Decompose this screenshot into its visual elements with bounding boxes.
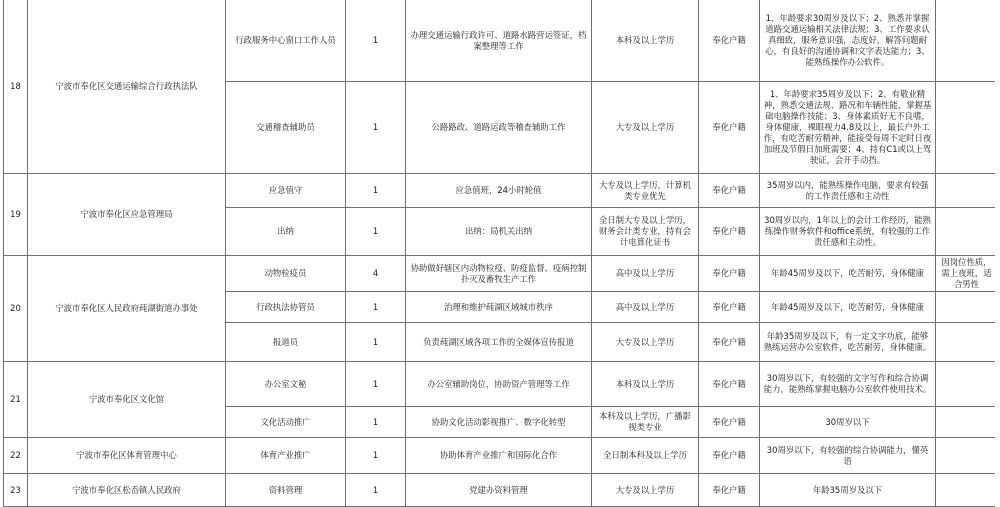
education: 高中及以上学历 — [592, 256, 699, 292]
unit-name: 宁波市奉化区松岙镇人民政府 — [28, 474, 226, 507]
hukou: 奉化户籍 — [699, 292, 760, 323]
headcount: 1 — [346, 407, 406, 438]
unit-name: 宁波市奉化区交通运输综合行政执法队 — [28, 0, 226, 174]
requirements: 35周岁以内，能熟练操作电脑，要求有较强的工作责任感和主动性 — [760, 174, 936, 208]
table-row — [4, 0, 998, 82]
requirements: 30周岁以下，有较强的综合协调能力，懂英语 — [760, 438, 936, 474]
requirements: 年龄45周岁及以下，吃苦耐劳，身体健康 — [760, 292, 936, 323]
duty: 协助文化活动影视推广、数字化转型 — [406, 407, 592, 438]
education: 大专及以上学历 — [592, 82, 699, 174]
row-number: 22 — [4, 438, 28, 474]
note — [936, 407, 998, 438]
post-name: 办公室文秘 — [226, 362, 346, 407]
unit-name: 宁波市奉化区应急管理局 — [28, 174, 226, 256]
education: 本科及以上学历，广播影视类专业 — [592, 407, 699, 438]
duty: 应急值班，24小时轮值 — [406, 174, 592, 208]
hukou: 奉化户籍 — [699, 174, 760, 208]
duty: 党建办资料管理 — [406, 474, 592, 507]
requirements: 年龄35周岁及以下 — [760, 474, 936, 507]
note: 因岗位性质，需上夜班，适合男性 — [936, 256, 998, 292]
note — [936, 0, 998, 82]
education: 全日制大专及以上学历，财务会计类专业，持有会计电算化证书 — [592, 208, 699, 256]
headcount: 1 — [346, 362, 406, 407]
duty: 负责莼湖区域各项工作的全媒体宣传报道 — [406, 323, 592, 362]
headcount: 1 — [346, 438, 406, 474]
duty: 办理交通运输行政许可、道路水路营运签证，档案整理等工作 — [406, 0, 592, 82]
duty: 协助做好辖区内动物检疫、防疫监督、疫病控制扑灭及畜牧生产工作 — [406, 256, 592, 292]
hukou: 奉化户籍 — [699, 474, 760, 507]
duty: 公路路政、道路运政等稽查辅助工作 — [406, 82, 592, 174]
hukou: 奉化户籍 — [699, 438, 760, 474]
post-name: 动物检疫员 — [226, 256, 346, 292]
education: 全日制本科及以上学历 — [592, 438, 699, 474]
duty: 办公室辅助岗位，协助资产管理等工作 — [406, 362, 592, 407]
unit-name: 宁波市奉化区人民政府莼湖街道办事处 — [28, 256, 226, 362]
education: 本科及以上学历 — [592, 0, 699, 82]
hukou: 奉化户籍 — [699, 208, 760, 256]
post-name: 行政执法协管员 — [226, 292, 346, 323]
post-name: 出纳 — [226, 208, 346, 256]
post-name: 体育产业推广 — [226, 438, 346, 474]
row-number: 21 — [4, 362, 28, 438]
row-number: 18 — [4, 0, 28, 174]
unit-name: 宁波市奉化区体育管理中心 — [28, 438, 226, 474]
post-name: 文化活动推广 — [226, 407, 346, 438]
unit-name: 宁波市奉化区文化馆 — [28, 362, 226, 438]
note — [936, 292, 998, 323]
duty: 协助体育产业推广和国际化合作 — [406, 438, 592, 474]
table-row — [4, 174, 998, 208]
note — [936, 362, 998, 407]
table-row — [4, 438, 998, 474]
note — [936, 208, 998, 256]
hukou: 奉化户籍 — [699, 82, 760, 174]
table-row — [4, 362, 998, 407]
headcount: 1 — [346, 174, 406, 208]
requirements: 1、年龄要求30周岁及以下；2、熟悉并掌握道路交通运输相关法律法规；3、工作要求认真细致，服务意识强，态度好，解答问题耐心，有良好的沟通协调和文字表达能力；3、能熟练操作办公软件。 — [760, 0, 936, 82]
headcount: 4 — [346, 256, 406, 292]
headcount: 1 — [346, 323, 406, 362]
row-number: 23 — [4, 474, 28, 507]
page-margin — [995, 0, 1000, 507]
post-name: 应急值守 — [226, 174, 346, 208]
table-row — [4, 256, 998, 292]
education: 高中及以上学历 — [592, 292, 699, 323]
table-row — [4, 474, 998, 507]
post-name: 报道员 — [226, 323, 346, 362]
note — [936, 174, 998, 208]
post-name: 交通稽查辅助员 — [226, 82, 346, 174]
hukou: 奉化户籍 — [699, 0, 760, 82]
duty: 出纳：局机关出纳 — [406, 208, 592, 256]
requirements: 1、年龄要求35周岁及以下；2、有敬业精神，熟悉交通法规、路况和车辆性能，掌握基础电脑操作技能；3、身体素质好无不良嗜，身体健康，裸眼视力4.8及以上，最长户外工作，有吃苦耐劳精神，能接受每周不定时日夜加班及节假日加班需要；4、持有C1或以上驾驶证，会开手动挡。 — [760, 82, 936, 174]
requirements: 年龄35周岁及以下，有一定文字功底，能够熟练运营办公室软件，吃苦耐劳，身体健康。 — [760, 323, 936, 362]
row-number: 19 — [4, 174, 28, 256]
hukou: 奉化户籍 — [699, 323, 760, 362]
note — [936, 438, 998, 474]
row-number: 20 — [4, 256, 28, 362]
hukou: 奉化户籍 — [699, 256, 760, 292]
post-name: 资料管理 — [226, 474, 346, 507]
hukou: 奉化户籍 — [699, 362, 760, 407]
hukou: 奉化户籍 — [699, 407, 760, 438]
note — [936, 474, 998, 507]
education: 大专及以上学历，计算机类专业优先 — [592, 174, 699, 208]
headcount: 1 — [346, 292, 406, 323]
note — [936, 323, 998, 362]
headcount: 1 — [346, 82, 406, 174]
note — [936, 82, 998, 174]
education: 大专及以上学历 — [592, 474, 699, 507]
headcount: 1 — [346, 474, 406, 507]
headcount: 1 — [346, 0, 406, 82]
education: 大专及以上学历 — [592, 323, 699, 362]
requirements: 30周岁以下 — [760, 407, 936, 438]
requirements: 30周岁以内，1年以上的会计工作经历，能熟练操作财务软件和office系统，有较强的工作责任感和主动性。 — [760, 208, 936, 256]
headcount: 1 — [346, 208, 406, 256]
requirements: 30周岁以下，有较强的文字写作和综合协调能力，能熟练掌握电脑办公室软件使用技术。 — [760, 362, 936, 407]
education: 本科及以上学历 — [592, 362, 699, 407]
post-name: 行政服务中心窗口工作人员 — [226, 0, 346, 82]
requirements: 年龄45周岁及以下，吃苦耐劳，身体健康 — [760, 256, 936, 292]
recruitment-table — [3, 0, 998, 507]
duty: 治理和维护莼湖区域城市秩序 — [406, 292, 592, 323]
